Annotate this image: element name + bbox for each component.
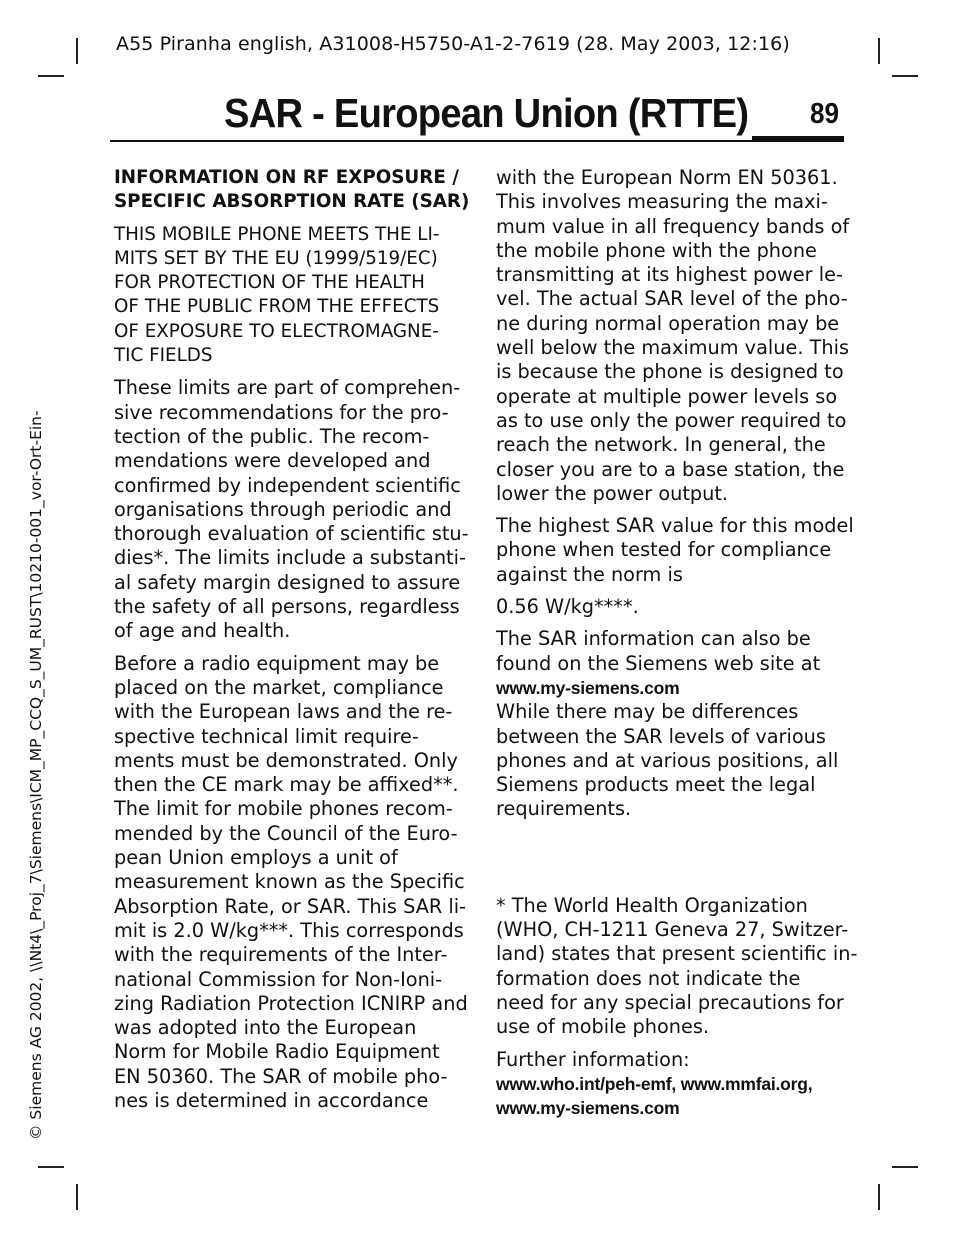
- text-line: thorough evaluation of scientific stu-: [114, 522, 469, 546]
- text-line: pean Union employs a unit of: [114, 846, 398, 870]
- text-line: vel. The actual SAR level of the pho-: [496, 287, 848, 311]
- text-line: with the European laws and the re-: [114, 700, 453, 724]
- highest-sar-paragraph: [496, 514, 854, 587]
- text-line: need for any special precautions for: [496, 990, 844, 1014]
- text-line: formation does not indicate the: [496, 966, 801, 990]
- text-line: then the CE mark may be affixed**.: [114, 773, 459, 797]
- text-line: well below the maximum value. This: [496, 336, 850, 360]
- document-info-header: A55 Piranha english, A31008-H5750-A1-2-7619 (28. May 2003, 12:16): [116, 33, 790, 55]
- further-info-links[interactable]: www.my-siemens.com: [496, 1098, 680, 1119]
- text-line: These limits are part of comprehen-: [114, 376, 461, 400]
- right-column: [496, 166, 858, 1128]
- text-line: mum value in all frequency bands of: [496, 214, 850, 238]
- text-line: OF EXPOSURE TO ELECTROMAGNE-: [114, 320, 439, 342]
- text-line: measurement known as the Specific: [114, 870, 465, 894]
- text-line: lower the power output.: [496, 481, 729, 505]
- text-line: (WHO, CH-1211 Geneva 27, Switzer-: [496, 918, 849, 942]
- text-line: organisations through periodic and: [114, 497, 452, 521]
- text-line: the mobile phone with the phone: [496, 238, 817, 262]
- text-line: EN 50360. The SAR of mobile pho-: [114, 1064, 448, 1088]
- title-rule: [110, 140, 844, 142]
- text-line: phone when tested for compliance: [496, 538, 832, 562]
- siemens-web-link[interactable]: www.my-siemens.com: [496, 677, 680, 698]
- caps-paragraph: [114, 223, 464, 369]
- text-line: mendations were developed and: [114, 449, 431, 473]
- text-line: sive recommendations for the pro-: [114, 400, 449, 424]
- text-line: with the European Norm EN 50361.: [496, 166, 838, 189]
- text-line: dies*. The limits include a substanti-: [114, 546, 466, 570]
- text-line: mit is 2.0 W/kg***. This corresponds: [114, 918, 464, 942]
- text-line: reach the network. In general, the: [496, 433, 826, 457]
- text-line: is because the phone is designed to: [496, 360, 844, 384]
- text-line: the safety of all persons, regardless: [114, 595, 460, 619]
- further-info: [496, 1048, 846, 1121]
- sar-value: 0.56 W/kg****.: [496, 595, 639, 619]
- text-line: confirmed by independent scientific: [114, 473, 461, 497]
- text-line: Further information:: [496, 1047, 690, 1071]
- text-line: ments must be demonstrated. Only: [114, 748, 458, 772]
- text-line: with the requirements of the Inter-: [114, 943, 448, 967]
- copyright-sidebar: © Siemens AG 2002, \\Nt4\_Proj_7\Siemens\ICM_MP_CCQ_S_UM_RUST\10210-001_vor-Ort-Ein-: [27, 410, 45, 1140]
- text-line: The highest SAR value for this model: [496, 514, 854, 538]
- left-column: [114, 166, 470, 1121]
- text-line: found on the Siemens web site at: [496, 651, 821, 675]
- page-number-rule: [752, 136, 844, 142]
- crop-mark: [76, 1184, 78, 1210]
- text-line: ne during normal operation may be: [496, 311, 840, 335]
- heading-line: INFORMATION ON RF EXPOSURE /: [114, 167, 459, 188]
- text-line: Siemens products meet the legal: [496, 773, 816, 797]
- text-line: tection of the public. The recom-: [114, 424, 430, 448]
- text-line: nes is determined in accordance: [114, 1088, 429, 1112]
- text-line: transmitting at its highest power le-: [496, 263, 843, 287]
- text-line: land) states that present scientific in-: [496, 942, 858, 966]
- text-line: Norm for Mobile Radio Equipment: [114, 1040, 440, 1064]
- footnote: [496, 893, 858, 1040]
- text-line: THIS MOBILE PHONE MEETS THE LI-: [114, 223, 440, 245]
- text-line: TIC FIELDS: [114, 345, 213, 367]
- text-line: requirements.: [496, 797, 632, 821]
- further-info-links[interactable]: www.who.int/peh-emf, www.mmfai.org,: [496, 1073, 813, 1094]
- section-heading: [114, 166, 470, 215]
- text-line: phones and at various positions, all: [496, 748, 839, 772]
- text-line: national Commission for Non-Ioni-: [114, 967, 443, 991]
- compliance-paragraph: [114, 651, 468, 1114]
- text-line: OF THE PUBLIC FROM THE EFFECTS: [114, 296, 440, 318]
- text-line: mended by the Council of the Euro-: [114, 821, 458, 845]
- page-title: SAR - European Union (RTTE): [224, 90, 749, 136]
- page-number: 89: [810, 98, 840, 130]
- text-line: as to use only the power required to: [496, 408, 847, 432]
- text-line: operate at multiple power levels so: [496, 384, 838, 408]
- text-line: of age and health.: [114, 619, 291, 643]
- text-line: was adopted into the European: [114, 1016, 417, 1040]
- crop-mark: [892, 1166, 918, 1168]
- crop-mark: [38, 1166, 64, 1168]
- text-line: This involves measuring the maxi-: [496, 190, 828, 214]
- text-line: al safety margin designed to assure: [114, 570, 461, 594]
- measurement-paragraph: [496, 166, 850, 506]
- spacer: [496, 822, 846, 894]
- text-line: FOR PROTECTION OF THE HEALTH: [114, 272, 425, 294]
- crop-mark: [38, 75, 64, 77]
- limits-paragraph: [114, 376, 469, 643]
- crop-mark: [76, 38, 78, 64]
- text-line: Before a radio equipment may be: [114, 651, 440, 675]
- text-line: While there may be differences: [496, 700, 799, 724]
- text-line: zing Radiation Protection ICNIRP and: [114, 991, 468, 1015]
- text-line: placed on the market, compliance: [114, 675, 444, 699]
- crop-mark: [878, 1184, 880, 1210]
- text-line: closer you are to a base station, the: [496, 457, 845, 481]
- text-line: The limit for mobile phones recom-: [114, 797, 453, 821]
- text-line: against the norm is: [496, 562, 683, 586]
- heading-line: SPECIFIC ABSORPTION RATE (SAR): [114, 191, 470, 213]
- text-line: * The World Health Organization: [496, 893, 808, 917]
- crop-mark: [892, 75, 918, 77]
- text-line: MITS SET BY THE EU (1999/519/EC): [114, 247, 438, 269]
- text-line: spective technical limit require-: [114, 724, 419, 748]
- crop-mark: [878, 38, 880, 64]
- text-line: between the SAR levels of various: [496, 724, 826, 748]
- text-line: Absorption Rate, or SAR. This SAR li-: [114, 894, 467, 918]
- text-line: use of mobile phones.: [496, 1015, 710, 1039]
- text-line: The SAR information can also be: [496, 627, 811, 651]
- sar-info-paragraph: [496, 627, 846, 821]
